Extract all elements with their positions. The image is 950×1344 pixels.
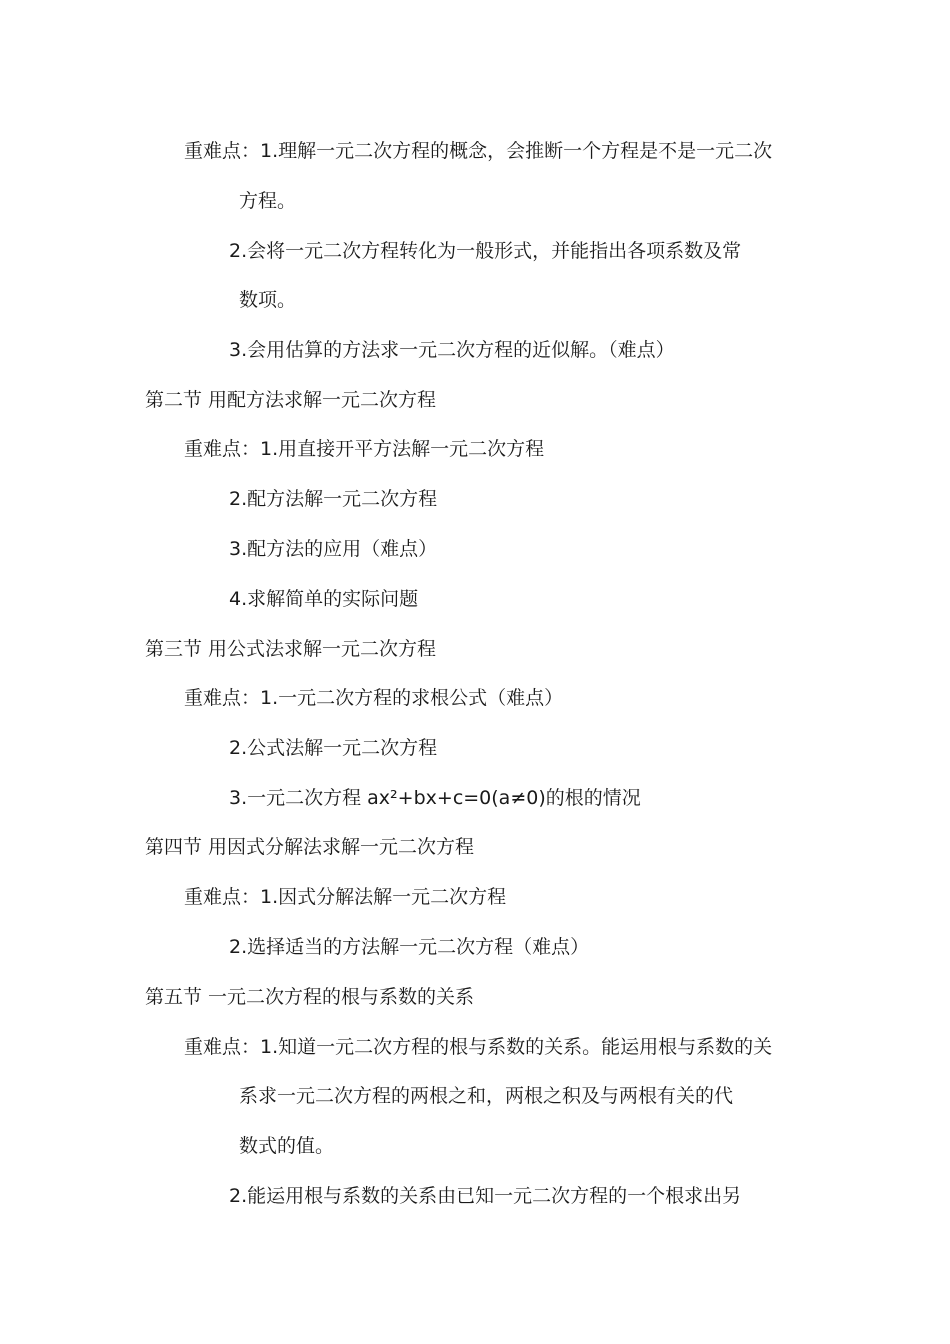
numbered-item: 2.能运用根与系数的关系由已知一元二次方程的一个根求出另	[229, 1185, 742, 1207]
continuation-line: 系求一元二次方程的两根之和，两根之积及与两根有关的代	[239, 1085, 734, 1107]
continuation-line: 方程。	[239, 190, 297, 212]
numbered-item: 2.选择适当的方法解一元二次方程（难点）	[229, 936, 590, 958]
continuation-line: 数式的值。	[239, 1135, 335, 1157]
numbered-item: 3.配方法的应用（难点）	[229, 538, 438, 560]
numbered-item: 2.配方法解一元二次方程	[229, 488, 438, 510]
numbered-item: 2.公式法解一元二次方程	[229, 737, 438, 759]
key-points-line: 重难点：1.一元二次方程的求根公式（难点）	[184, 687, 564, 709]
section-heading: 第三节 用公式法求解一元二次方程	[145, 638, 437, 660]
numbered-item: 3.会用估算的方法求一元二次方程的近似解。（难点）	[229, 339, 675, 361]
section-heading: 第五节 一元二次方程的根与系数的关系	[145, 986, 475, 1008]
key-points-line: 重难点：1.用直接开平方法解一元二次方程	[184, 438, 545, 460]
numbered-item: 2.会将一元二次方程转化为一般形式，并能指出各项系数及常	[229, 240, 742, 262]
key-points-line: 重难点：1.知道一元二次方程的根与系数的关系。能运用根与系数的关	[184, 1036, 773, 1058]
section-heading: 第二节 用配方法求解一元二次方程	[145, 389, 437, 411]
numbered-item: 4.求解简单的实际问题	[229, 588, 419, 610]
key-points-line: 重难点：1.因式分解法解一元二次方程	[184, 886, 507, 908]
numbered-item: 3.一元二次方程 ax²+bx+c=0(a≠0)的根的情况	[229, 787, 641, 809]
key-points-line: 重难点：1.理解一元二次方程的概念，会推断一个方程是不是一元二次	[184, 140, 773, 162]
continuation-line: 数项。	[239, 289, 297, 311]
section-heading: 第四节 用因式分解法求解一元二次方程	[145, 836, 475, 858]
